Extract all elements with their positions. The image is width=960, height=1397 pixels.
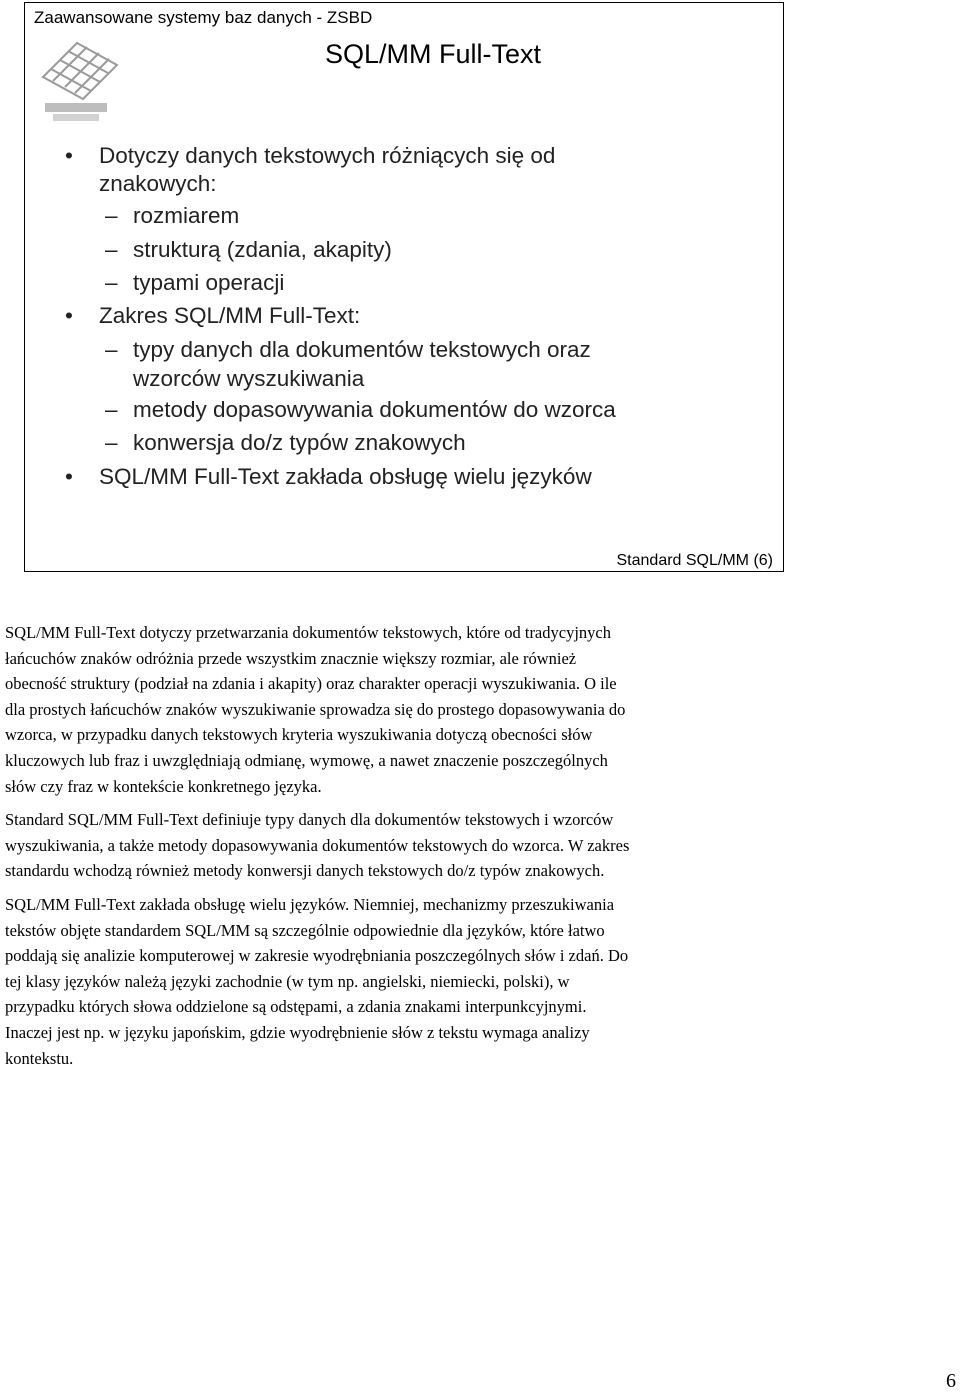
notes-paragraph: SQL/MM Full-Text dotyczy przetwarzania dokumentów tekstowych, które od tradycyjnych łańcuchów znaków odróżnia przede wszystkim znacznie większy rozmiar, ale również obecność struktury (podział na zdania i akapity) oraz charakter operacji wyszukiwania. O ile dla prostych łańcuchów znaków wyszukiwanie sprowadza się do prostego dopasowywania do wzorca, w przypadku danych tekstowych kryteria wyszukiwania dotyczą obecności słów kluczowych lub fraz i uwzględniają odmianę, wymowę, a nawet znaczenie poszczególnych słów czy fraz w kontekście konkretnego języka. bbox=[5, 623, 626, 796]
notes-paragraph: SQL/MM Full-Text zakłada obsługę wielu języków. Niemniej, mechanizmy przeszukiwania tekstów objęte standardem SQL/MM są szczególnie odpowiednie dla języków, które łatwo poddają się analizie komputerowej w zakresie wyodrębniania poszczególnych słów i zdań. Do tej klasy języków należą języki zachodnie (w tym np. angielski, niemiecki, polski), w przypadku których słowa oddzielone są odstępami, a zdania znakami interpunkcyjnymi. Inaczej jest np. w języku japońskim, gdzie wyodrębnienie słów z tekstu wymaga analizy kontekstu. bbox=[5, 894, 629, 1068]
lecture-notes bbox=[5, 620, 805, 1079]
notes-paragraph: Standard SQL/MM Full-Text definiuje typy danych dla dokumentów tekstowych i wzorców wyszukiwania, a także metody dopasowywania dokumentów tekstowych do wzorca. W zakres standardu wchodzą również metody konwersji danych tekstowych do/z typów znakowych. bbox=[5, 810, 630, 881]
slide-footer-label: Standard SQL/MM (6) bbox=[616, 552, 773, 569]
page-number: 6 bbox=[946, 1370, 956, 1392]
slide-frame: Zaawansowane systemy baz danych - ZSBD SQL/MM Full-Text • Dotyczy danych tekstowych różniących się od znakowych: – rozmiarem – strukturą (zdania, akapity) – typami operacji • Zakres SQL/MM Full-Text: – typy danych dla dokumentów tekstowych oraz wzorców wyszukiwania – metody dopasowywania dokumentów do wzorca – konwersja do/z typów znakowych • SQL/MM Full-Text zakłada obsługę wielu języków Standard SQL/MM (6) bbox=[24, 2, 784, 572]
university-logo bbox=[37, 39, 123, 125]
slide-title: SQL/MM Full-Text bbox=[325, 39, 542, 69]
course-title: Zaawansowane systemy baz danych - ZSBD bbox=[34, 8, 373, 27]
